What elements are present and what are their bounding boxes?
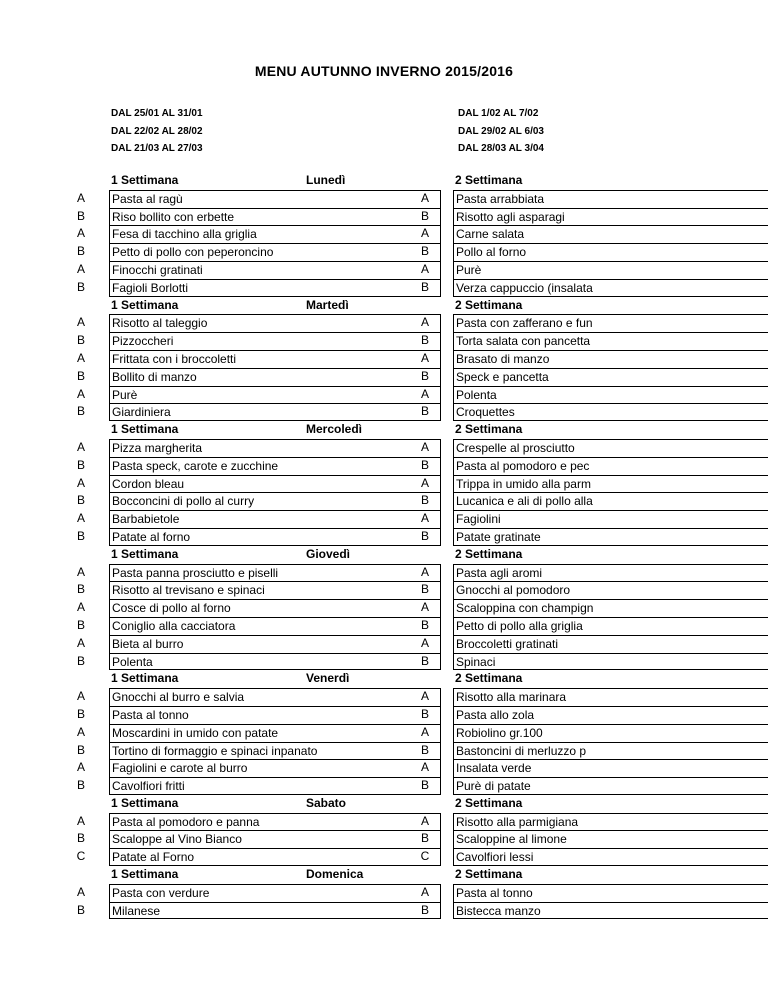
day-block xyxy=(400,795,768,866)
dish-name: Lucanica e ali di pollo alla xyxy=(453,492,768,510)
option-letter: A xyxy=(420,564,429,579)
option-letter: B xyxy=(420,528,429,543)
menu-row xyxy=(400,848,768,866)
dish-name: Pasta allo zola xyxy=(453,706,768,724)
option-letter: B xyxy=(76,582,85,597)
day-block xyxy=(400,172,768,297)
week-label: 1 Settimana xyxy=(111,671,179,686)
date-range-left-1: DAL 25/01 AL 31/01 xyxy=(111,108,203,119)
menu-row xyxy=(400,243,768,261)
dish-name: Cordon bleau xyxy=(109,475,441,493)
dish-name: Spinaci xyxy=(453,653,768,671)
option-letter: A xyxy=(76,386,85,401)
option-letter: A xyxy=(76,635,85,650)
dish-name: Speck e pancetta xyxy=(453,368,768,386)
dish-name: Brasato di manzo xyxy=(453,350,768,368)
option-letter: B xyxy=(420,493,429,508)
menu-row xyxy=(400,510,768,528)
menu-row xyxy=(400,208,768,226)
option-letter: A xyxy=(420,724,429,739)
page-title: MENU AUTUNNO INVERNO 2015/2016 xyxy=(254,63,514,79)
dish-name: Patate gratinate xyxy=(453,528,768,546)
dish-name: Cavolfiori lessi xyxy=(453,848,768,866)
option-letter: A xyxy=(76,564,85,579)
dish-name: Pizzoccheri xyxy=(109,332,441,350)
dish-name: Purè di patate xyxy=(453,777,768,795)
option-letter: B xyxy=(76,208,85,223)
dish-name: Pasta con verdure xyxy=(109,884,441,902)
menu-row xyxy=(400,261,768,279)
menu-row xyxy=(400,475,768,493)
menu-row xyxy=(400,332,768,350)
option-letter: B xyxy=(420,457,429,472)
option-letter: B xyxy=(76,368,85,383)
day-name: Martedì xyxy=(306,297,349,312)
dish-name: Cosce di pollo al forno xyxy=(109,599,441,617)
dish-name: Fesa di tacchino alla griglia xyxy=(109,225,441,243)
dish-name: Robiolino gr.100 xyxy=(453,724,768,742)
option-letter: A xyxy=(420,261,429,276)
dish-name: Patate al forno xyxy=(109,528,441,546)
menu-row xyxy=(400,724,768,742)
day-block xyxy=(400,421,768,546)
option-letter: B xyxy=(420,333,429,348)
dish-name: Milanese xyxy=(109,902,441,920)
option-letter: B xyxy=(420,404,429,419)
week-label: 1 Settimana xyxy=(111,173,179,187)
dish-name: Pasta panna prosciutto e piselli xyxy=(109,564,441,582)
option-letter: A xyxy=(420,475,429,490)
menu-row xyxy=(400,457,768,475)
option-letter: A xyxy=(76,315,85,330)
dish-name: Carne salata xyxy=(453,225,768,243)
dish-name: Pasta speck, carote e zucchine xyxy=(109,457,441,475)
dish-name: Verza cappuccio (insalata xyxy=(453,279,768,297)
option-letter: B xyxy=(76,404,85,419)
option-letter: B xyxy=(420,368,429,383)
week-label: 2 Settimana xyxy=(455,173,523,187)
dish-name: Pasta al tonno xyxy=(453,884,768,902)
option-letter: A xyxy=(76,724,85,739)
dish-name: Scaloppina con champign xyxy=(453,599,768,617)
date-range-left-3: DAL 21/03 AL 27/03 xyxy=(111,143,203,154)
option-letter: A xyxy=(76,884,85,899)
menu-row xyxy=(400,350,768,368)
option-letter: B xyxy=(420,831,429,846)
dish-name: Risotto al taleggio xyxy=(109,314,441,332)
dish-name: Risotto alla marinara xyxy=(453,688,768,706)
menu-row xyxy=(400,777,768,795)
day-header xyxy=(400,297,768,315)
day-header xyxy=(400,421,768,439)
menu-row xyxy=(400,617,768,635)
week-label: 2 Settimana xyxy=(455,671,523,686)
option-letter: A xyxy=(420,689,429,704)
dish-name: Pasta al ragù xyxy=(109,190,441,208)
week-label: 1 Settimana xyxy=(111,795,179,810)
menu-row xyxy=(400,225,768,243)
dish-name: Patate al Forno xyxy=(109,848,441,866)
date-range-left-2: DAL 22/02 AL 28/02 xyxy=(111,126,203,137)
option-letter: A xyxy=(76,689,85,704)
date-range-right-1: DAL 1/02 AL 7/02 xyxy=(458,108,539,119)
dish-name: Pasta al pomodoro e pec xyxy=(453,457,768,475)
menu-row xyxy=(400,884,768,902)
option-letter: B xyxy=(76,617,85,632)
option-letter: A xyxy=(420,884,429,899)
option-letter: A xyxy=(420,635,429,650)
dish-name: Fagiolini xyxy=(453,510,768,528)
dish-name: Polenta xyxy=(453,386,768,404)
option-letter: A xyxy=(76,511,85,526)
dish-name: Trippa in umido alla parm xyxy=(453,475,768,493)
day-name: Lunedì xyxy=(306,173,346,187)
menu-row xyxy=(400,813,768,831)
menu-row xyxy=(400,279,768,297)
menu-row xyxy=(400,314,768,332)
dish-name: Bollito di manzo xyxy=(109,368,441,386)
option-letter: A xyxy=(420,760,429,775)
day-header xyxy=(400,795,768,813)
menu-row xyxy=(400,528,768,546)
week-label: 2 Settimana xyxy=(455,867,523,882)
menu-row xyxy=(400,742,768,760)
menu-row xyxy=(400,759,768,777)
week-label: 2 Settimana xyxy=(455,795,523,810)
option-letter: B xyxy=(420,742,429,757)
dish-name: Moscardini in umido con patate xyxy=(109,724,441,742)
dish-name: Cavolfiori fritti xyxy=(109,777,441,795)
option-letter: A xyxy=(76,760,85,775)
dish-name: Fagiolini e carote al burro xyxy=(109,759,441,777)
menu-row xyxy=(400,492,768,510)
option-letter: A xyxy=(420,439,429,454)
option-letter: B xyxy=(76,244,85,259)
date-range-right-3: DAL 28/03 AL 3/04 xyxy=(458,143,544,154)
dish-name: Petto di pollo con peperoncino xyxy=(109,243,441,261)
day-block xyxy=(400,866,768,919)
dish-name: Bieta al burro xyxy=(109,635,441,653)
dish-name: Risotto al trevisano e spinaci xyxy=(109,581,441,599)
week-2-menu xyxy=(400,172,768,919)
day-header xyxy=(400,546,768,564)
dish-name: Pasta al pomodoro e panna xyxy=(109,813,441,831)
dish-name: Risotto agli asparagi xyxy=(453,208,768,226)
option-letter: A xyxy=(420,226,429,241)
day-block xyxy=(400,670,768,795)
option-letter: B xyxy=(420,706,429,721)
dish-name: Gnocchi al burro e salvia xyxy=(109,688,441,706)
menu-row xyxy=(400,403,768,421)
option-letter: B xyxy=(76,742,85,757)
dish-name: Bistecca manzo xyxy=(453,902,768,920)
dish-name: Petto di pollo alla griglia xyxy=(453,617,768,635)
menu-row xyxy=(400,688,768,706)
menu-row xyxy=(400,635,768,653)
option-letter: A xyxy=(76,475,85,490)
dish-name: Crespelle al prosciutto xyxy=(453,439,768,457)
day-name: Sabato xyxy=(306,795,347,810)
day-block xyxy=(400,546,768,671)
menu-row xyxy=(400,190,768,208)
dish-name: Gnocchi al pomodoro xyxy=(453,581,768,599)
option-letter: B xyxy=(76,706,85,721)
option-letter: A xyxy=(420,511,429,526)
option-letter: A xyxy=(76,439,85,454)
week-label: 2 Settimana xyxy=(455,422,523,437)
dish-name: Pasta arrabbiata xyxy=(453,190,768,208)
dish-name: Torta salata con pancetta xyxy=(453,332,768,350)
option-letter: A xyxy=(76,813,85,828)
option-letter: B xyxy=(76,528,85,543)
week-label: 1 Settimana xyxy=(111,546,179,561)
dish-name: Pasta al tonno xyxy=(109,706,441,724)
option-letter: B xyxy=(76,902,85,917)
day-header xyxy=(400,172,768,190)
menu-row xyxy=(400,581,768,599)
menu-row xyxy=(400,830,768,848)
day-name: Giovedì xyxy=(306,546,351,561)
option-letter: A xyxy=(420,315,429,330)
dish-name: Finocchi gratinati xyxy=(109,261,441,279)
option-letter: B xyxy=(420,208,429,223)
day-header xyxy=(400,670,768,688)
dish-name: Bocconcini di pollo al curry xyxy=(109,492,441,510)
day-header xyxy=(400,866,768,884)
option-letter: B xyxy=(420,617,429,632)
option-letter: A xyxy=(420,600,429,615)
option-letter: A xyxy=(76,350,85,365)
dish-name: Pollo al forno xyxy=(453,243,768,261)
menu-row xyxy=(400,386,768,404)
option-letter: B xyxy=(420,902,429,917)
dish-name: Risotto alla parmigiana xyxy=(453,813,768,831)
dish-name: Purè xyxy=(453,261,768,279)
option-letter: B xyxy=(76,457,85,472)
week-label: 1 Settimana xyxy=(111,867,179,882)
day-name: Mercoledì xyxy=(306,422,363,437)
menu-row xyxy=(400,706,768,724)
dish-name: Pasta agli aromi xyxy=(453,564,768,582)
option-letter: A xyxy=(76,261,85,276)
menu-row xyxy=(400,564,768,582)
option-letter: A xyxy=(420,350,429,365)
menu-row xyxy=(400,653,768,671)
option-letter: B xyxy=(76,778,85,793)
dish-name: Riso bollito con erbette xyxy=(109,208,441,226)
option-letter: B xyxy=(420,244,429,259)
option-letter: B xyxy=(76,333,85,348)
option-letter: B xyxy=(420,778,429,793)
option-letter: B xyxy=(420,582,429,597)
dish-name: Tortino di formaggio e spinaci inpanato xyxy=(109,742,441,760)
dish-name: Pizza margherita xyxy=(109,439,441,457)
dish-name: Bastoncini di merluzzo p xyxy=(453,742,768,760)
option-letter: B xyxy=(76,831,85,846)
option-letter: A xyxy=(76,600,85,615)
option-letter: B xyxy=(76,279,85,294)
option-letter: A xyxy=(420,190,429,205)
menu-row xyxy=(400,599,768,617)
option-letter: C xyxy=(76,849,86,864)
option-letter: A xyxy=(420,386,429,401)
option-letter: B xyxy=(420,279,429,294)
day-block xyxy=(400,297,768,422)
dish-name: Broccoletti gratinati xyxy=(453,635,768,653)
dish-name: Fagioli Borlotti xyxy=(109,279,441,297)
dish-name: Giardiniera xyxy=(109,403,441,421)
dish-name: Barbabietole xyxy=(109,510,441,528)
option-letter: A xyxy=(420,813,429,828)
week-label: 1 Settimana xyxy=(111,422,179,437)
dish-name: Croquettes xyxy=(453,403,768,421)
dish-name: Insalata verde xyxy=(453,759,768,777)
dish-name: Polenta xyxy=(109,653,441,671)
option-letter: B xyxy=(420,653,429,668)
week-label: 2 Settimana xyxy=(455,297,523,312)
date-range-right-2: DAL 29/02 AL 6/03 xyxy=(458,126,544,137)
dish-name: Scaloppe al Vino Bianco xyxy=(109,830,441,848)
dish-name: Pasta con zafferano e fun xyxy=(453,314,768,332)
dish-name: Scaloppine al limone xyxy=(453,830,768,848)
option-letter: B xyxy=(76,493,85,508)
dish-name: Frittata con i broccoletti xyxy=(109,350,441,368)
option-letter: B xyxy=(76,653,85,668)
menu-row xyxy=(400,368,768,386)
week-label: 2 Settimana xyxy=(455,546,523,561)
dish-name: Coniglio alla cacciatora xyxy=(109,617,441,635)
option-letter: C xyxy=(420,849,430,864)
day-name: Venerdì xyxy=(306,671,350,686)
menu-row xyxy=(400,902,768,920)
option-letter: A xyxy=(76,190,85,205)
dish-name: Purè xyxy=(109,386,441,404)
menu-row xyxy=(400,439,768,457)
option-letter: A xyxy=(76,226,85,241)
week-label: 1 Settimana xyxy=(111,297,179,312)
day-name: Domenica xyxy=(306,867,364,882)
